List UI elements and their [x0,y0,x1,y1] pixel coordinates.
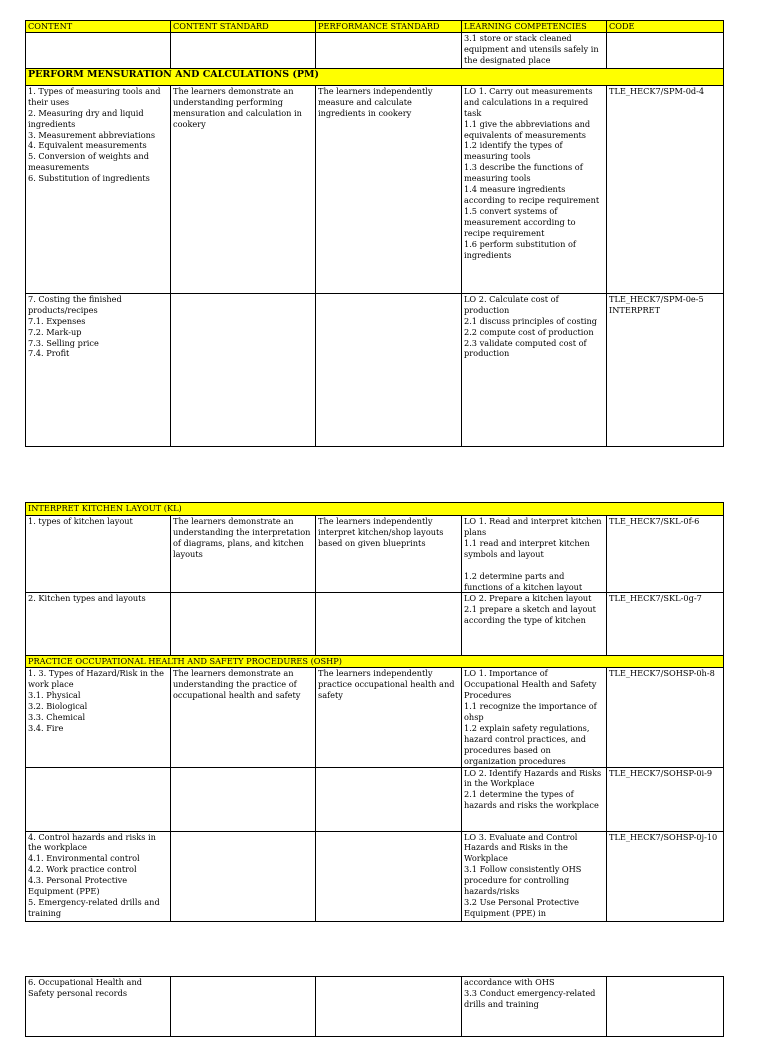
section-row-oshp [26,656,724,668]
performance-standard-cell [316,593,462,656]
content-cell: 7. Costing the finished products/recipes 7.1. Expenses 7.2. Mark-up 7.3. Selling price 7.4. Profit [26,293,171,446]
code-cell: TLE_HECK7/SPM-0e-5 INTERPRET [607,293,724,446]
content-cell [26,767,171,831]
header-performance-standard: PERFORMANCE STANDARD [316,21,462,33]
learning-competencies-cell: LO 1. Importance of Occupational Health and Safety Procedures 1.1 recognize the importance of ohsp 1.2 explain safety regulations, hazard control practices, and procedures based on organization procedures [462,668,607,767]
table-row [26,977,724,1037]
learning-competencies-cell: LO 1. Carry out measurements and calculations in a required task 1.1 give the abbreviations and equivalents of measurements 1.2 identify the types of measuring tools 1.3 describe the functions of measuring tools 1.4 measure ingredients according to recipe requirement 1.5 convert systems of measurement according to recipe requirement 1.6 perform substitution of ingredients [462,85,607,293]
curriculum-table-1 [25,20,724,447]
curriculum-table-3 [25,976,724,1037]
table-row [26,831,724,921]
code-cell: TLE_HECK7/SOHSP-0i-9 [607,767,724,831]
code-cell [607,977,724,1037]
section-row-kl [26,503,724,516]
code-cell: TLE_HECK7/SPM-0d-4 [607,85,724,293]
table-row [26,593,724,656]
learning-competencies-cell: LO 1. Read and interpret kitchen plans 1.1 read and interpret kitchen symbols and layout 1.2 determine parts and functions of a kitchen layout [462,516,607,593]
table-row [26,32,724,68]
content-standard-cell [171,767,316,831]
section-title: PRACTICE OCCUPATIONAL HEALTH AND SAFETY PROCEDURES (OSHP) [26,656,724,668]
performance-standard-cell: The learners independently interpret kitchen/shop layouts based on given blueprints [316,516,462,593]
table-row [26,516,724,593]
content-cell [26,32,171,68]
content-standard-cell: The learners demonstrate an understanding the interpretation of diagrams, plans, and kitchen layouts [171,516,316,593]
code-cell: TLE_HECK7/SOHSP-0j-10 [607,831,724,921]
table-row [26,767,724,831]
section-title: PERFORM MENSURATION AND CALCULATIONS (PM) [26,68,724,85]
code-cell [607,32,724,68]
content-standard-cell [171,32,316,68]
performance-standard-cell [316,977,462,1037]
table-row [26,85,724,293]
content-cell: 1. 3. Types of Hazard/Risk in the work place 3.1. Physical 3.2. Biological 3.3. Chemical 3.4. Fire [26,668,171,767]
header-content-standard: CONTENT STANDARD [171,21,316,33]
performance-standard-cell: The learners independently practice occupational health and safety [316,668,462,767]
content-standard-cell [171,831,316,921]
performance-standard-cell [316,831,462,921]
header-content: CONTENT [26,21,171,33]
content-standard-cell [171,293,316,446]
content-standard-cell [171,977,316,1037]
performance-standard-cell [316,293,462,446]
section-title: INTERPRET KITCHEN LAYOUT (KL) [26,503,724,516]
learning-competencies-cell: LO 3. Evaluate and Control Hazards and Risks in the Workplace 3.1 Follow consistently OHS procedure for controlling hazards/risks 3.2 Use Personal Protective Equipment (PPE) in [462,831,607,921]
code-cell: TLE_HECK7/SKL-0g-7 [607,593,724,656]
learning-competencies-cell: LO 2. Prepare a kitchen layout 2.1 prepare a sketch and layout according the type of kitchen [462,593,607,656]
learning-competencies-cell: accordance with OHS 3.3 Conduct emergency-related drills and training [462,977,607,1037]
header-row [26,21,724,33]
content-cell: 4. Control hazards and risks in the workplace 4.1. Environmental control 4.2. Work practice control 4.3. Personal Protective Equipment (PPE) 5. Emergency-related drills and training [26,831,171,921]
learning-competencies-cell: 3.1 store or stack cleaned equipment and utensils safely in the designated place [462,32,607,68]
header-code: CODE [607,21,724,33]
table-row [26,293,724,446]
content-standard-cell [171,593,316,656]
header-learning-competencies: LEARNING COMPETENCIES [462,21,607,33]
code-cell: TLE_HECK7/SOHSP-0h-8 [607,668,724,767]
performance-standard-cell: The learners independently measure and calculate ingredients in cookery [316,85,462,293]
learning-competencies-cell: LO 2. Identify Hazards and Risks in the Workplace 2.1 determine the types of hazards and risks the workplace [462,767,607,831]
performance-standard-cell [316,767,462,831]
performance-standard-cell [316,32,462,68]
section-row-pm [26,68,724,85]
content-cell: 2. Kitchen types and layouts [26,593,171,656]
content-cell: 1. Types of measuring tools and their uses 2. Measuring dry and liquid ingredients 3. Measurement abbreviations 4. Equivalent measurements 5. Conversion of weights and measurements 6. Substitution of ingredients [26,85,171,293]
content-cell: 6. Occupational Health and Safety personal records [26,977,171,1037]
table-row [26,668,724,767]
curriculum-table-2 [25,502,724,922]
content-standard-cell: The learners demonstrate an understanding performing mensuration and calculation in cookery [171,85,316,293]
content-cell: 1. types of kitchen layout [26,516,171,593]
content-standard-cell: The learners demonstrate an understanding the practice of occupational health and safety [171,668,316,767]
code-cell: TLE_HECK7/SKL-0f-6 [607,516,724,593]
learning-competencies-cell: LO 2. Calculate cost of production 2.1 discuss principles of costing 2.2 compute cost of production 2.3 validate computed cost of production [462,293,607,446]
